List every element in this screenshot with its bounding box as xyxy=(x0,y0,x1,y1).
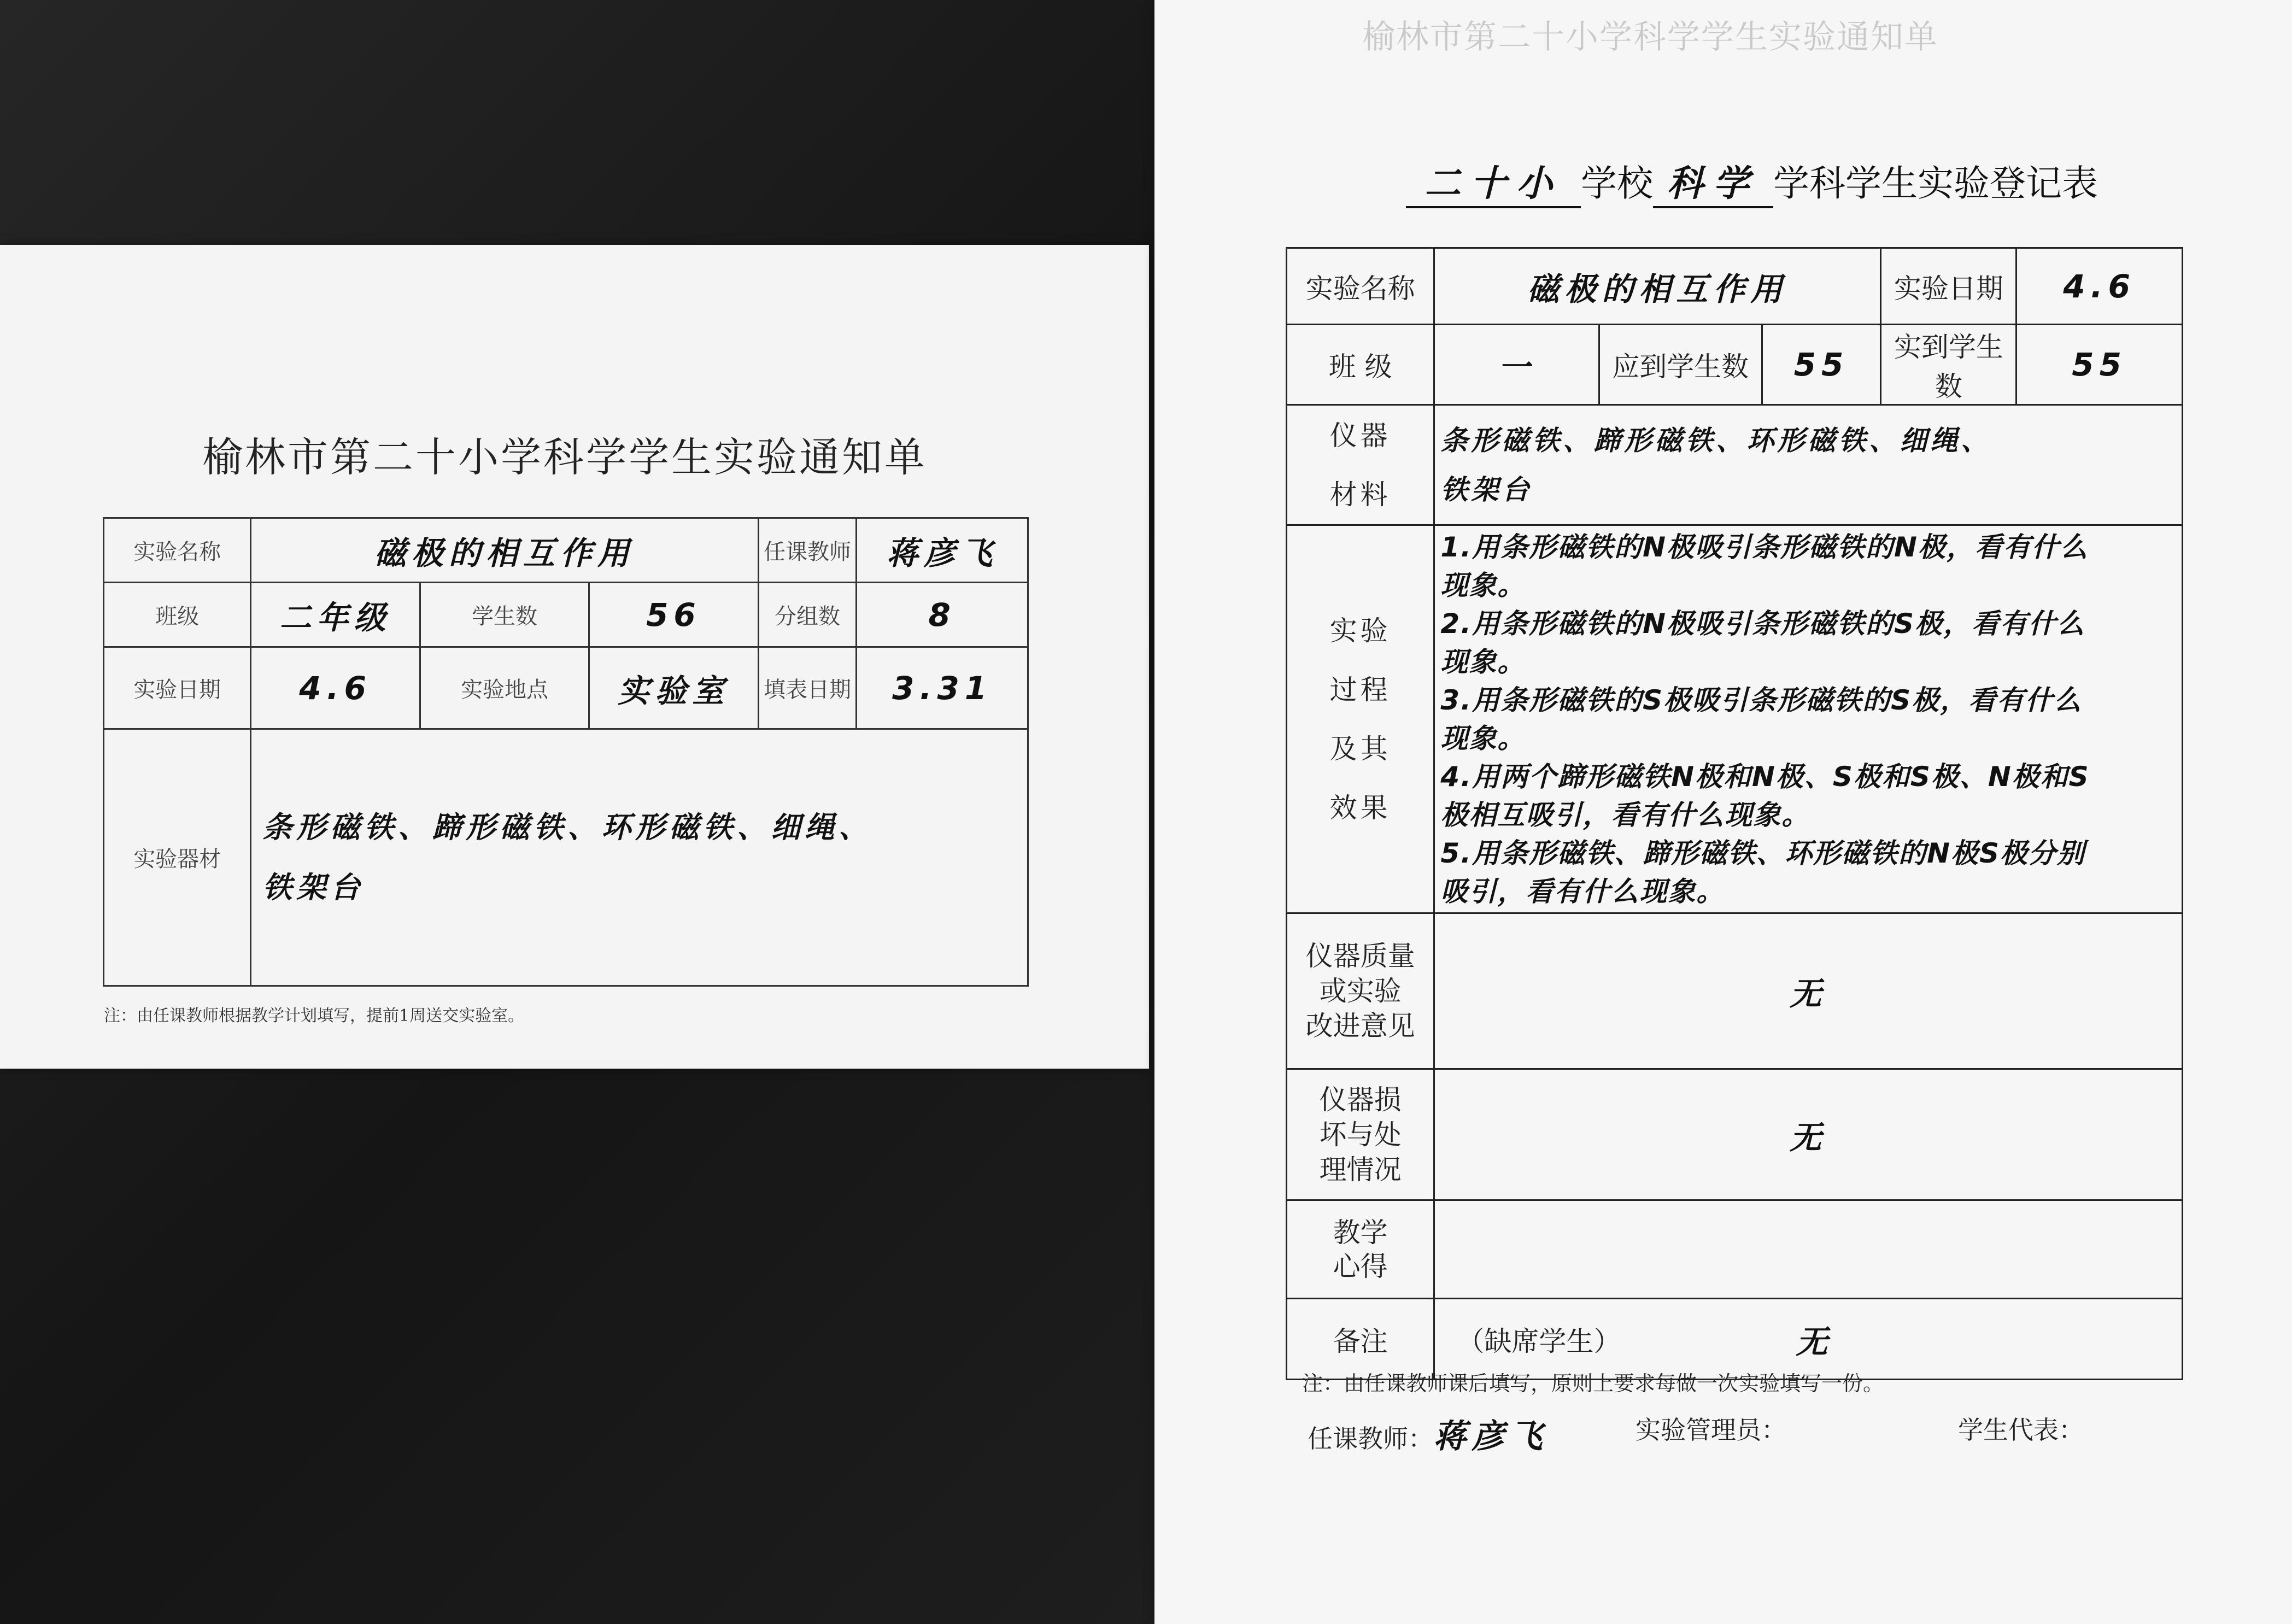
label-process: 实验 过程 及其 效果 xyxy=(1287,525,1434,913)
label-date: 实验日期 xyxy=(104,647,251,729)
process-line: 4.用两个蹄形磁铁N极和N极、S极和S极、N极和S xyxy=(1440,760,2090,793)
value-quality: 无 xyxy=(1434,913,2183,1069)
notice-title: 榆林市第二十小学科学学生实验通知单 xyxy=(202,434,927,481)
value-equipment xyxy=(1434,405,2183,525)
process-line: 1.用条形磁铁的N极吸引条形磁铁的N极，看有什么 xyxy=(1440,531,2089,563)
register-row-teaching xyxy=(1287,1200,2183,1299)
process-line: 极相互吸引，看有什么现象。 xyxy=(1440,799,1810,831)
student-rep-signature: 学生代表： xyxy=(1958,1415,2084,1445)
register-row-equipment xyxy=(1287,405,2183,525)
label-fill-date: 填表日期 xyxy=(758,647,857,729)
notice-row-equipment xyxy=(104,729,1028,986)
lab-manager-signature: 实验管理员： xyxy=(1636,1415,1786,1445)
value-damage: 无 xyxy=(1434,1069,2183,1200)
label-experiment-name: 实验名称 xyxy=(1287,248,1434,325)
equipment-line-1: 条形磁铁、蹄形磁铁、环形磁铁、细绳、 xyxy=(262,810,873,845)
notice-row-class xyxy=(104,583,1028,647)
title-subject-suffix: 学科学生实验登记表 xyxy=(1773,162,2098,204)
register-footnote: 注：由任课教师课后填写，原则上要求每做一次实验填写一份。 xyxy=(1302,1371,1884,1396)
label-expected-students: 应到学生数 xyxy=(1599,325,1762,405)
absent-students-value: 无 xyxy=(1796,1323,1828,1361)
bleed-through-header: 榆林市第二十小学科学学生实验通知单 xyxy=(1362,18,1938,56)
process-line: 现象。 xyxy=(1440,569,1526,601)
value-experiment-name: 磁极的相互作用 xyxy=(251,518,758,583)
notice-row-date xyxy=(104,647,1028,729)
value-date: 4.6 xyxy=(251,647,420,729)
title-school: 二十小 xyxy=(1406,154,1581,208)
label-student-count: 学生数 xyxy=(420,583,589,647)
process-line: 吸引，看有什么现象。 xyxy=(1440,875,1725,907)
title-subject: 科学 xyxy=(1653,154,1773,208)
notice-table xyxy=(103,517,1029,987)
label-damage: 仪器损 坏与处 理情况 xyxy=(1287,1069,1434,1200)
label-experiment-name: 实验名称 xyxy=(104,518,251,583)
label-teacher: 任课教师 xyxy=(758,518,857,583)
value-equipment xyxy=(251,729,1028,986)
value-teaching xyxy=(1434,1200,2183,1299)
value-fill-date: 3.31 xyxy=(857,647,1028,729)
experiment-notice-sheet xyxy=(0,245,1149,1069)
value-student-count: 56 xyxy=(589,583,758,647)
value-expected-students: 55 xyxy=(1762,325,1881,405)
register-row-class xyxy=(1287,325,2183,405)
equipment-line-1: 条形磁铁、蹄形磁铁、环形磁铁、细绳、 xyxy=(1440,424,1992,456)
value-teacher: 蒋彦飞 xyxy=(857,518,1028,583)
label-equipment: 仪器 材料 xyxy=(1287,405,1434,525)
teacher-signature xyxy=(1308,1410,1548,1457)
label-teaching: 教学 心得 xyxy=(1287,1200,1434,1299)
label-equipment: 实验器材 xyxy=(104,729,251,986)
register-row-damage xyxy=(1287,1069,2183,1200)
register-row-process xyxy=(1287,525,2183,913)
value-group-count: 8 xyxy=(857,583,1028,647)
label-actual-students: 实到学生数 xyxy=(1881,325,2017,405)
absent-students-label: （缺席学生） xyxy=(1457,1325,1621,1357)
notice-row-name xyxy=(104,518,1028,583)
value-class: 二年级 xyxy=(251,583,420,647)
label-quality: 仪器质量 或实验 改进意见 xyxy=(1287,913,1434,1069)
equipment-line-2: 铁架台 xyxy=(1440,473,1533,506)
process-line: 现象。 xyxy=(1440,722,1526,754)
process-line: 5.用条形磁铁、蹄形磁铁、环形磁铁的N极S极分别 xyxy=(1440,837,2085,869)
process-line: 3.用条形磁铁的S极吸引条形磁铁的S极，看有什么 xyxy=(1440,684,2083,716)
label-location: 实验地点 xyxy=(420,647,589,729)
process-line: 现象。 xyxy=(1440,646,1526,678)
register-table xyxy=(1286,247,2183,1380)
equipment-line-2: 铁架台 xyxy=(262,870,365,905)
teacher-signature-value: 蒋彦飞 xyxy=(1433,1417,1548,1456)
register-row-name xyxy=(1287,248,2183,325)
register-title xyxy=(1406,154,2098,208)
label-class: 班级 xyxy=(104,583,251,647)
register-row-quality xyxy=(1287,913,2183,1069)
teacher-signature-label: 任课教师： xyxy=(1308,1424,1433,1453)
label-date: 实验日期 xyxy=(1881,248,2017,325)
value-date: 4.6 xyxy=(2017,248,2183,325)
value-location: 实验室 xyxy=(589,647,758,729)
notice-footnote: 注：由任课教师根据教学计划填写，提前1周送交实验室。 xyxy=(104,1006,525,1025)
label-class: 班 级 xyxy=(1287,325,1434,405)
value-process xyxy=(1434,525,2183,913)
label-remark: 备注 xyxy=(1287,1299,1434,1380)
label-group-count: 分组数 xyxy=(758,583,857,647)
value-actual-students: 55 xyxy=(2017,325,2183,405)
value-experiment-name: 磁极的相互作用 xyxy=(1434,248,1881,325)
process-line: 2.用条形磁铁的N极吸引条形磁铁的S极，看有什么 xyxy=(1440,607,2085,640)
experiment-register-sheet xyxy=(1154,0,2292,1624)
value-class: 一 xyxy=(1434,325,1599,405)
title-school-suffix: 学校 xyxy=(1581,162,1653,204)
